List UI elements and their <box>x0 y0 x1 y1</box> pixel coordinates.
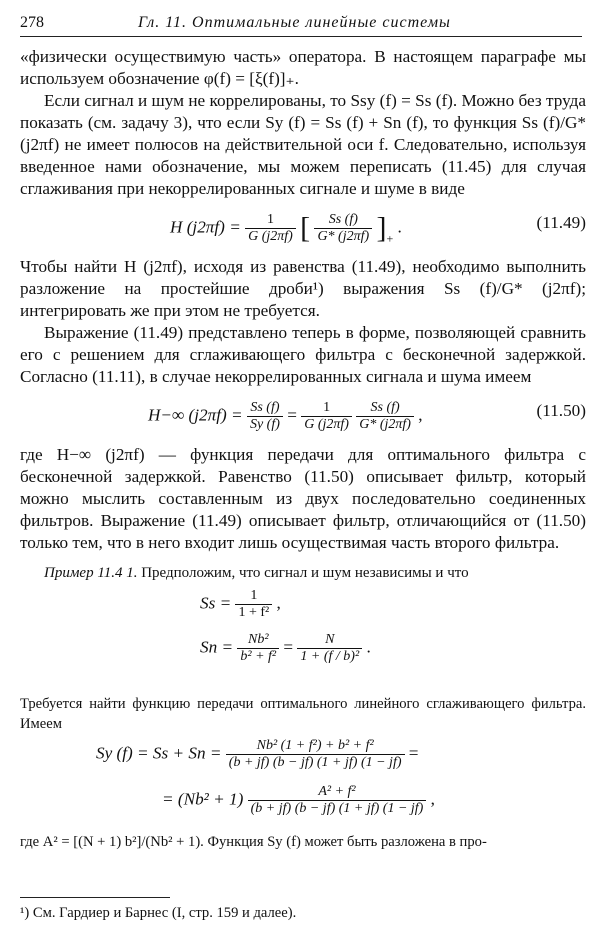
paragraph-3: Чтобы найти H (j2πf), исходя из равенства (11.49), необходимо выполнить разложение на простейшие дроби¹) выражения Ss (f)/G* (j2πf); интегрировать же при этом не требуется. <box>20 257 586 320</box>
footnote-rule <box>20 897 170 898</box>
eq1-frac2: $\frac{Ss (f)}{G* (j2\pi f)}$ <box>314 212 372 245</box>
running-head <box>20 14 582 37</box>
equation-11-50: H−∞ (j2πf) = $\frac{Ss (f)}{Sy (f)}$ = $\frac{1}{G (j2\pi f)}$ $\frac{Ss (f)}{G* (j2\pi f)}$ , (11.50) <box>148 400 586 432</box>
eq1-number: (11.49) <box>536 213 586 232</box>
equation-ss: Ss = $\frac{1}{\text{1 + f²}}$ , <box>200 588 281 620</box>
eq2-frac3: $\frac{Ss (f)}{G* (j2\pi f)}$ <box>356 400 414 433</box>
paragraph-6: Требуется найти функцию передачи оптимального линейного сглаживающего фильтра. Имеем <box>20 696 586 732</box>
eq2-lhs: H−∞ (j2πf) = <box>148 405 243 425</box>
eq1-frac1: $\frac{1}{G (j2\pi f)}$ <box>245 212 296 245</box>
footnote: ¹) См. Гардиер и Барнес (I, стр. 159 и далее). <box>20 905 297 921</box>
page-number: 278 <box>20 14 44 31</box>
equation-sy-2: = (Nb² + 1) $\frac{\text{A² + f²}}{(b + jf) (b - jf) (1 + jf) (1 - jf)}$ , <box>162 784 435 816</box>
equation-sn: Sn = $\frac{\text{Nb²}}{\text{b² + f²}}$ = $\frac{N}{\text{1 + (f / b)²}}$ . <box>200 632 371 664</box>
paragraph-5: где H−∞ (j2πf) — функция передачи для оптимального фильтра с бесконечной задержкой. Равенство (11.50) описывает фильтр, который можно мыслить составленным из двух последовательно соединенных фильтров. Выражение (11.49) описывает фильтр, отличающийся от (11.50) только тем, что в него входит лишь осуществимая часть второго фильтра. <box>20 445 586 552</box>
eq2-frac1: $\frac{Ss (f)}{Sy (f)}$ <box>247 400 283 433</box>
paragraph-1: «физически осуществимую часть» оператора. В настоящем параграфе мы используем обозначение φ(f) = [ξ(f)]₊. <box>20 47 586 88</box>
paragraph-2: Если сигнал и шум не коррелированы, то Ssy (f) = Ss (f). Можно без труда показать (см. задачу 3), что если Sy (f) = Ss (f) + Sn (f), то функция Ss (f)/G* (j2πf) не имеет полюсов на действительной оси f. Следовательно, используя введенное нами обозначение, мы можем переписать (11.45) для случая сглаживания при некоррелированных сигнале и шуме в виде <box>20 91 586 198</box>
body-text <box>20 46 586 852</box>
chapter-title: Гл. 11. Оптимальные линейные системы <box>138 14 451 31</box>
example-11-4-1: Пример 11.4 1. Предположим, что сигнал и шум независимы и что <box>44 565 469 581</box>
equation-sy-1: Sy (f) = Ss + Sn = $\frac{\text{Nb² (1 + f²) + b² + f²}}{(b + jf) (b - jf) (1 + jf) (1 - jf)}$ = <box>96 738 419 770</box>
equation-11-49: H (j2πf) = $\frac{1}{G (j2\pi f)}$ [ $\frac{Ss (f)}{G* (j2\pi f)}$ ]$_+$ . (11.49) <box>170 211 586 246</box>
paragraph-4: Выражение (11.49) представлено теперь в форме, позволяющей сравнить его с решением для сглаживающего фильтра с бесконечной задержкой. Согласно (11.11), в случае некоррелированных сигнала и шума имеем <box>20 323 586 386</box>
paragraph-7: где A² = [(N + 1) b²]/(Nb² + 1). Функция Sy (f) может быть разложена в про- <box>20 834 487 850</box>
eq2-frac2: $\frac{1}{G (j2\pi f)}$ <box>301 400 352 433</box>
eq1-lhs: H (j2πf) = <box>170 217 241 237</box>
eq2-number: (11.50) <box>536 401 586 420</box>
eq1-subscript: + <box>386 231 394 246</box>
